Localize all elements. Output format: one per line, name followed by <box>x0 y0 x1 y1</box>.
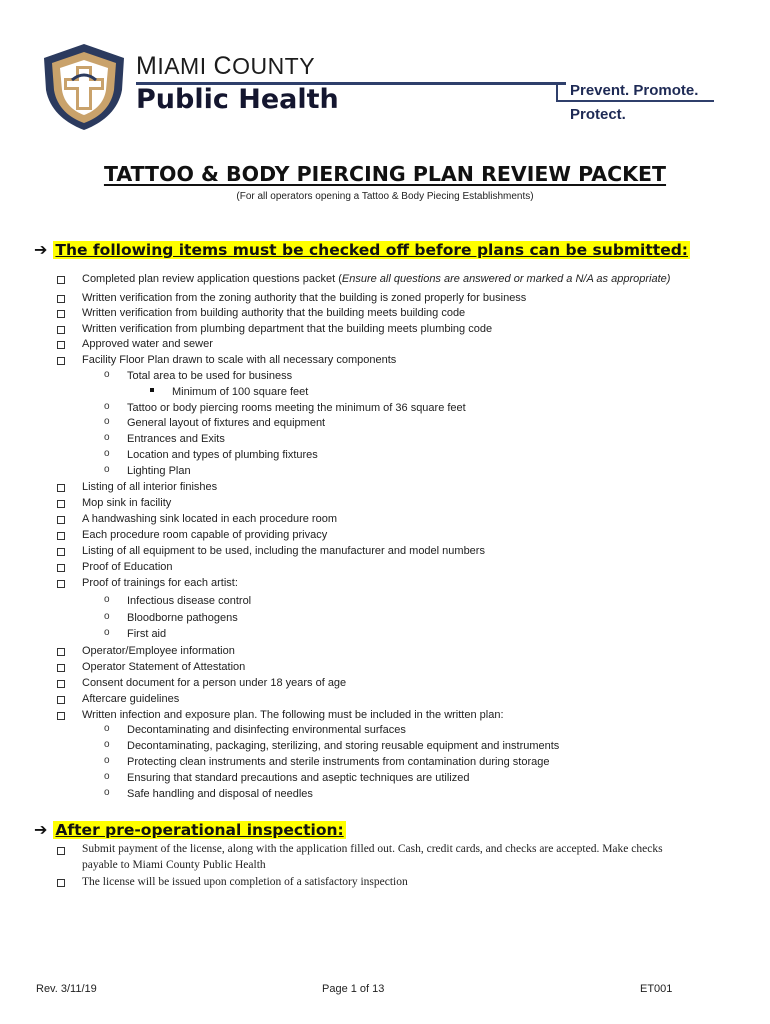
list-item: Each procedure room capable of providing privacy <box>82 529 328 541</box>
checkbox[interactable] <box>57 310 65 318</box>
sub-bullet-icon: o <box>104 723 110 734</box>
list-item: The license will be issued upon completion of a satisfactory inspection <box>82 876 408 888</box>
arrow-right-icon: ➔ <box>34 820 48 839</box>
checkbox[interactable] <box>57 648 65 656</box>
checkbox[interactable] <box>57 516 65 524</box>
sub-bullet-icon: o <box>104 448 110 459</box>
checkbox[interactable] <box>57 341 65 349</box>
checkbox[interactable] <box>57 680 65 688</box>
square-bullet-icon <box>150 388 154 392</box>
list-item: Facility Floor Plan drawn to scale with all necessary components <box>82 354 397 366</box>
sub-bullet-icon: o <box>104 369 110 380</box>
list-item: Consent document for a person under 18 years of age <box>82 677 347 689</box>
sub-bullet-icon: o <box>104 594 110 605</box>
sub-list-item: Tattoo or body piercing rooms meeting the minimum of 36 square feet <box>127 402 466 414</box>
page-title: TATTOO & BODY PIERCING PLAN REVIEW PACKET <box>103 162 667 186</box>
sub-bullet-icon: o <box>104 464 110 475</box>
sub-list-item: Protecting clean instruments and sterile instruments from contamination during storage <box>127 756 550 768</box>
section2-heading: ➔ After pre-operational inspection: <box>34 820 344 839</box>
sub-bullet-icon: o <box>104 755 110 766</box>
sub-list-item: General layout of fixtures and equipment <box>127 417 326 429</box>
sub-list-item: Safe handling and disposal of needles <box>127 788 313 800</box>
tagline-2: Protect. <box>570 106 626 123</box>
checkbox[interactable] <box>57 712 65 720</box>
list-item: Mop sink in facility <box>82 497 172 509</box>
tagline-divider <box>556 100 714 102</box>
sub-bullet-icon: o <box>104 771 110 782</box>
list-item: Approved water and sewer <box>82 338 213 350</box>
list-item: Proof of trainings for each artist: <box>82 577 238 589</box>
page-subtitle: (For all operators opening a Tattoo & Body Piecing Establishments) <box>236 191 534 202</box>
list-item: Written verification from plumbing department that the building meets plumbing code <box>82 323 493 335</box>
list-item: Proof of Education <box>82 561 173 573</box>
checkbox[interactable] <box>57 276 65 284</box>
org-name-line1: MIAMI COUNTY <box>136 52 316 80</box>
checkbox[interactable] <box>57 696 65 704</box>
list-item: Operator Statement of Attestation <box>82 661 246 673</box>
checkbox[interactable] <box>57 326 65 334</box>
checkbox[interactable] <box>57 847 65 855</box>
sub-bullet-icon: o <box>104 416 110 427</box>
checkbox[interactable] <box>57 580 65 588</box>
checkbox[interactable] <box>57 879 65 887</box>
sub-list-item: Lighting Plan <box>127 465 191 477</box>
checkbox[interactable] <box>57 500 65 508</box>
list-item: Written verification from the zoning authority that the building is zoned properly for business <box>82 292 527 304</box>
list-item: Operator/Employee information <box>82 645 235 657</box>
county-shield-logo <box>38 40 130 132</box>
sub-list-item: Bloodborne pathogens <box>127 612 238 624</box>
sub-list-item: Total area to be used for business <box>127 370 293 382</box>
sub-bullet-icon: o <box>104 627 110 638</box>
sub-bullet-icon: o <box>104 611 110 622</box>
checkbox[interactable] <box>57 564 65 572</box>
page-number: Page 1 of 13 <box>322 983 385 995</box>
tagline-1: Prevent. Promote. <box>570 82 699 99</box>
sub-bullet-icon: o <box>104 787 110 798</box>
checkbox[interactable] <box>57 295 65 303</box>
sub-bullet-icon: o <box>104 739 110 750</box>
section1-heading: ➔ The following items must be checked off before plans can be submitted: <box>34 240 688 259</box>
checkbox[interactable] <box>57 664 65 672</box>
checkbox[interactable] <box>57 548 65 556</box>
sub-list-item: Infectious disease control <box>127 595 252 607</box>
list-item: Listing of all equipment to be used, including the manufacturer and model numbers <box>82 545 485 557</box>
list-item: Submit payment of the license, along with the application filled out. Cash, credit cards, and checks are accepted. Make checks <box>82 843 663 855</box>
list-item: Completed plan review application questions packet (Ensure all questions are answered or marked a N/A as appropriate) <box>82 273 671 285</box>
sub-list-item: Entrances and Exits <box>127 433 225 445</box>
list-item: Written verification from building authority that the building meets building code <box>82 307 466 319</box>
checkbox[interactable] <box>57 357 65 365</box>
checkbox[interactable] <box>57 484 65 492</box>
arrow-right-icon: ➔ <box>34 240 48 259</box>
list-item-continuation: payable to Miami County Public Health <box>82 859 266 871</box>
list-item: Written infection and exposure plan. The following must be included in the written plan: <box>82 709 504 721</box>
sub-list-item: Location and types of plumbing fixtures <box>127 449 318 461</box>
sub-list-item: Decontaminating and disinfecting environmental surfaces <box>127 724 406 736</box>
sub-list-item: Decontaminating, packaging, sterilizing, and storing reusable equipment and instruments <box>127 740 560 752</box>
org-name-line2: Public Health <box>136 84 339 115</box>
form-code: ET001 <box>640 983 673 995</box>
sub-list-item: First aid <box>127 628 167 640</box>
checkbox[interactable] <box>57 532 65 540</box>
sub-bullet-icon: o <box>104 432 110 443</box>
sub-list-item: Ensuring that standard precautions and aseptic techniques are utilized <box>127 772 470 784</box>
revision-date: Rev. 3/11/19 <box>36 983 97 995</box>
list-item: Listing of all interior finishes <box>82 481 218 493</box>
sub-sub-list-item: Minimum of 100 square feet <box>172 386 309 398</box>
list-item: A handwashing sink located in each procedure room <box>82 513 337 525</box>
list-item: Aftercare guidelines <box>82 693 180 705</box>
sub-bullet-icon: o <box>104 401 110 412</box>
